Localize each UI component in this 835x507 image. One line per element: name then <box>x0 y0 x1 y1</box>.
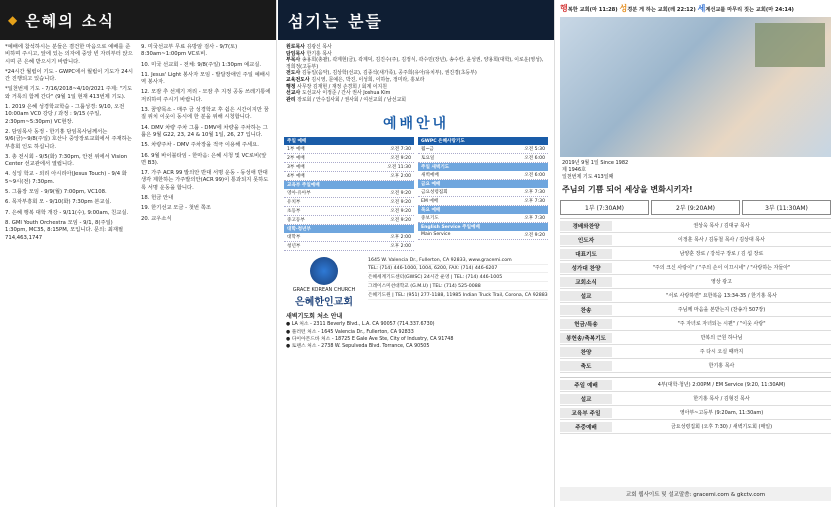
motto-b-text: 경분 게 하는 교회(레 22:12) <box>627 7 698 13</box>
worship-title: 예배안내 <box>382 116 450 133</box>
schedule-time: 오전 11:30 <box>387 165 411 171</box>
service-time: 1부 (7:30AM) <box>560 200 649 215</box>
order-value: 권상욱 목사 / 김대규 목사 <box>693 223 750 229</box>
news-item: 12. 모잠 추 선제기 저리 - 모잠 추 지정 공동 쓰레기통에 저리하여 주시기 바랍니다. <box>141 89 271 103</box>
schedule-heading: 주일 새벽기도 <box>418 163 548 171</box>
order-label: 찬송 <box>560 305 612 315</box>
address-line: 은혜기도원 | TEL: (951) 277-1188, 11985 Indian Truck Trail, Corona, CA 92883 <box>368 293 548 299</box>
staff-names: 한기홍 목사 <box>306 50 332 57</box>
footer: 교회 웹사이트 및 설교말씀: gracemi.com & gkctv.com <box>560 487 831 501</box>
schedule-name: 영아·유아부 <box>287 191 311 197</box>
order-row <box>560 275 831 289</box>
order-value: 주님께 마음을 본받는지 (찬송가 507장) <box>677 307 766 313</box>
service-time: 3부 (11:30AM) <box>742 200 831 215</box>
schedule-heading: English Service 주일예배 <box>418 223 548 231</box>
schedule-time: 오전 9:20 <box>390 156 411 162</box>
bulletin-column <box>556 0 835 507</box>
order-value: 주 다시 오실 때까지 <box>699 349 744 355</box>
order-label: 축도 <box>560 361 612 371</box>
branch-list <box>286 321 546 350</box>
since: Since 1982 <box>600 160 629 166</box>
church-logo-mark <box>310 257 338 285</box>
staff-role: 관리 <box>286 96 298 103</box>
news-item: 20. 교우소식 <box>141 215 172 222</box>
staff-role: 원로목사 <box>286 44 307 50</box>
news-banner-title: 은혜의 소식 <box>25 11 115 30</box>
motto-c-initial: 세 <box>697 4 706 13</box>
address-line: 그레이스미션대학교 (G.M.U) | TEL: (714) 525-0088 <box>368 282 548 291</box>
schedule-row <box>284 154 414 163</box>
order-value: 이정훈 목사 / 김동철 목사 / 김상대 목사 <box>678 237 765 243</box>
branch-item: ● 풀러턴 처소 - 1645 Valencia Dr., Fullerton, CA 92833 <box>286 329 414 335</box>
schedule-row <box>284 216 414 225</box>
schedule-heading: 교육부 주일예배 <box>284 181 414 189</box>
motto-a-text: 복한 교회(마 11:28) <box>567 7 620 13</box>
staff-names: 김시영, 문예은, 박진, 이성희, 이하늘, 정미라, 홍보라 <box>311 77 425 84</box>
order-value: 금요성령집회 (오후 7:30) / 새벽기도회 (매일) <box>670 424 773 430</box>
news-item: 17. 가주 ACR 99 발의안 반대 서명 운동 - 동성애 반대 생각 제한하는 가주발의안(ACR 99)이 통과되지 못하도록 서명 운동을 합니다. <box>141 170 269 191</box>
schedule-name: 유치부 <box>287 200 301 206</box>
theme: 주님의 기쁨 되어 세상을 변화시키자! <box>562 185 693 194</box>
order-row <box>560 359 831 373</box>
order-label: 설교 <box>560 291 612 301</box>
order-value: 영아부~고등부 (9:20am, 11:30am) <box>679 410 764 416</box>
news-item: 2. 담임목사 동정 - 한기홍 담임목사님께서는 9/6(금)~9/8(주일) 호산나 중앙장로교회에서 주재하는 부흥회 인도 하십니다. <box>5 128 132 150</box>
schedule-row <box>284 189 414 198</box>
news-column <box>0 0 277 507</box>
schedule-time: 오전 9:20 <box>524 233 545 239</box>
issue-meta <box>556 157 835 182</box>
address-list <box>368 257 548 308</box>
order-label: 주일 예배 <box>560 380 612 390</box>
order-value: 영상 광고 <box>711 279 732 285</box>
schedule-left <box>284 137 414 251</box>
order-label: 헌금/특송 <box>560 319 612 329</box>
schedule-row <box>284 207 414 216</box>
news-item: *예배에 참석하시는 분들은 겸건한 마음으로 예배를 준비하며 주시고, 앞에 있는 의자에 중앙 빈 자리부터 앉으시며 큰 은혜 받으시기 바랍니다. <box>5 44 133 65</box>
news-banner <box>0 0 276 40</box>
motto-c-text: 계선교를 마무리 짓는 교회(마 24:14) <box>705 7 794 13</box>
schedule-time: 오후 2:00 <box>390 235 411 241</box>
news-item: 7. 은혜 행복 대학 개강 - 9/11(수), 9:00am, 친교실. <box>5 209 129 216</box>
staff-role: 담임목사 <box>286 50 307 57</box>
schedule-heading: 금요 예배 <box>418 180 548 188</box>
schedule-name: 중고등부 <box>287 218 305 224</box>
schedule-heading: 목요 예배 <box>418 206 548 214</box>
schedule-time: 오전 5:30 <box>524 147 545 153</box>
order-row <box>560 303 831 317</box>
schedule-name: 초등부 <box>287 209 301 215</box>
schedule-right <box>418 137 548 251</box>
schedule-row <box>418 231 548 240</box>
church-info <box>278 251 554 308</box>
schedule-name: 1부 예배 <box>287 147 305 153</box>
order-row <box>560 392 831 406</box>
schedule-row <box>284 233 414 242</box>
news-item: 16. 9월 바이블타임 - 한마음: 은혜 시청 및 VC로비(앞면 B3). <box>141 152 267 166</box>
schedule-row <box>284 242 414 251</box>
news-item: 6. 목자부흥회 모 - 9/10(화) 7:30pm 본교실. <box>5 199 112 206</box>
news-item: 4. 싱잉 학교 - 외리 아시리아(Jesus Touch) - 9/4 화 5~9시(전) 7:30pm. <box>5 171 127 185</box>
issue-number: 제 1946호 <box>562 167 586 173</box>
staff-column <box>278 0 555 507</box>
news-item: 3. 총 전시회 - 9/5(화) 7:30pm, 안전 위에서 Vision Center 선교관에서 열립니다. <box>5 153 128 168</box>
issue-date: 2019년 9월 1일 <box>562 160 599 166</box>
staff-row <box>286 57 546 70</box>
staff-names: 김동일(음악), 김상학(선교), 김종석(새가족), 공주희(유아/유치부), 권진경(초등부) <box>301 70 477 77</box>
news-item: 11. Jesus' Light 봉사자 모임 - 발달장애인 주일 예배시역 봉사자. <box>141 71 270 86</box>
bell-icon: ◆ <box>8 13 20 27</box>
branch-item: ● LA 처소 - 2311 Beverly Blvd., L.A. CA 90057 (714.337.6730) <box>286 322 435 328</box>
order-value: 남양훈 장로 / 강석구 장로 / 김 섭 장로 <box>679 251 764 257</box>
schedule-name: 대학부 <box>287 235 301 241</box>
address-line: TEL: (714) 446-1000, 1004, 6200, FAX: (714) 446-6207 <box>368 265 548 273</box>
branch-item: ● 토랜스 처소 - 2738 W. Sepulveda Blvd. Torrance, CA 90505 <box>286 344 430 350</box>
logo-ko: 은혜한인교회 <box>295 297 353 309</box>
schedule-heading: GWPC 은혜사랑기도 <box>418 137 548 145</box>
motto <box>556 0 835 17</box>
schedule-time: 오전 6:00 <box>524 156 545 162</box>
address-line: 은혜세계기도센터(GWSC) 24시간 운영 | TEL: (714) 446-1005 <box>368 273 548 282</box>
schedule-name: 월~금 <box>421 147 434 153</box>
order-label: 설교 <box>560 394 612 404</box>
order-label: 주중예배 <box>560 422 612 432</box>
schedule-name: Main Service <box>421 232 451 238</box>
staff-role: 교육전도사 <box>286 77 312 84</box>
schedule-time: 오전 9:20 <box>390 191 411 197</box>
issue-prayer: 일천번제 기도 413일째 <box>562 174 614 180</box>
staff-names: 김광신 목사 <box>306 44 332 50</box>
staff-names: 송용희(총괄), 곽계현(금), 곽계덕, 김진수(주), 김정식, 곽수민(장년), 송수란, 윤성권, 양용희(대학), 이로운(영성), 정희정(고등부) <box>286 57 544 70</box>
order-label: 대표기도 <box>560 249 612 259</box>
schedule-time: 오전 9:20 <box>390 218 411 224</box>
order-label: 교육부 주일 <box>560 408 612 418</box>
news-item: 5. 그룹장 모임 - 9/9(월) 7:00pm, VC108. <box>5 189 107 196</box>
schedule-time: 오후 2:00 <box>390 174 411 180</box>
schedule-time: 오후 7:30 <box>524 199 545 205</box>
branch-item: ● 다이아몬드바 처소 - 18725 E Gale Ave Ste, City of Industry, CA 91748 <box>286 336 454 342</box>
order-value: "주 자녀로 자녀되는 시편" / "이웃 사랑" <box>677 321 766 327</box>
news-item: *24시간 월립이 기도 - GWPC에서 월립이 기도가 24시간 진행되고 있습니다. <box>5 68 133 83</box>
worship-schedule <box>278 137 554 251</box>
order-row <box>560 289 831 303</box>
order-row <box>560 331 831 345</box>
schedule-row <box>284 145 414 154</box>
address-line: 1645 W. Valencia Dr., Fullerton, CA 92833, www.gracemi.com <box>368 257 548 265</box>
schedule-time: 오후 7:30 <box>524 216 545 222</box>
order-value: 한기홍 목사 / 김형진 목사 <box>693 396 750 402</box>
news-col-b <box>141 44 271 245</box>
service-time: 2부 (9:20AM) <box>651 200 740 215</box>
news-body <box>0 40 276 249</box>
schedule-time: 오후 2:00 <box>390 244 411 250</box>
order-label: 교회소식 <box>560 277 612 287</box>
schedule-name: 중보기도 <box>421 216 439 222</box>
order-of-service <box>560 218 831 373</box>
news-item: 19. 한기선교 모금 - 첫번 쪽조 <box>141 205 211 212</box>
staff-row <box>286 90 546 97</box>
news-item: 15. 차량주차 - DMV 주차장을 적극 이용해 주세요. <box>141 142 259 149</box>
staff-role: 행정 <box>286 83 298 90</box>
order-row <box>560 233 831 247</box>
schedule-row <box>284 163 414 172</box>
schedule-time: 오전 7:30 <box>390 147 411 153</box>
order-row <box>560 317 831 331</box>
schedule-row <box>418 197 548 206</box>
schedule-name: 새벽예배 <box>421 173 439 179</box>
schedule-name: 토요일 <box>421 156 435 162</box>
staff-row <box>286 77 546 84</box>
news-item: 13. 꿈양목소 - 매주 금 성경학교 후 쉼은 시간이지만 꿈질 위치 이웃이 동시에 한 분을 위해 시청합니다. <box>141 107 269 121</box>
schedule-name: 2부 예배 <box>287 156 305 162</box>
branches-title: 새벽기도회 처소 안내 <box>286 313 343 321</box>
order-value: 한기홍 목사 <box>708 363 735 369</box>
order-row <box>560 420 831 434</box>
staff-role: 선교사 <box>286 90 302 97</box>
schedule-row <box>418 188 548 197</box>
schedule-row <box>284 172 414 181</box>
news-item: *일천번제 기도 - 7/16/2018~4/10/2021 주제: "기도와 거룩의 함께 간다" (9월 1일 현재 413번제 기도). <box>5 86 133 100</box>
staff-banner <box>278 0 554 40</box>
staff-role: 부목사 <box>286 57 302 64</box>
branches <box>278 308 554 354</box>
schedule-time: 오전 6:00 <box>524 173 545 179</box>
order-label: 성가대 찬양 <box>560 263 612 273</box>
schedule-name: 3부 예배 <box>287 165 305 171</box>
schedule-time: 오전 9:20 <box>390 209 411 215</box>
order-label: 봉헌송/축복기도 <box>560 333 612 343</box>
church-logo <box>284 257 364 308</box>
order-row <box>560 378 831 392</box>
schedule-heading: 주일 예배 <box>284 137 414 145</box>
collage-photo <box>755 23 825 67</box>
staff-row <box>286 44 546 51</box>
order-value: 만복의 근원 하나님 <box>700 335 743 341</box>
schedule-row <box>418 154 548 163</box>
logo-en: GRACE KOREAN CHURCH <box>292 287 356 294</box>
schedule-row <box>418 145 548 154</box>
order-row <box>560 247 831 261</box>
news-item: 1. 2019 은혜 성경학교학습 - 그룹성경: 9/10, 오전 10:00am VC0 강당 / 과정 : 9/15 (주일, 2:30pm~5:30pm) VC현장. <box>5 104 125 125</box>
motto-b-initial: 성 <box>619 4 628 13</box>
order-value: "주의 크신 사랑이" / "주의 손이 이끄시네" / "사랑하는 자들아" <box>652 265 791 271</box>
order-row <box>560 406 831 420</box>
schedule-time: 오전 9:20 <box>390 200 411 206</box>
schedule-heading: 대학·청년부 <box>284 225 414 233</box>
news-item: 14. DMV 차량 주차 그룹 - DMV에 차량을 주차하는 그룹은 9월 G22, 23, 24 & 10월 1일, 26, 27 입니다. <box>141 124 268 138</box>
order-value: "서로 사랑하면" 요한복음 13:34-35 / 한기홍 목사 <box>666 293 777 299</box>
staff-names: 사무장 김재현 / 재정 손경희 / 회계 이지원 <box>297 83 387 90</box>
order-row <box>560 219 831 233</box>
service-times <box>560 200 831 215</box>
schedule-row <box>418 214 548 223</box>
schedule-name: 청년부 <box>287 244 301 250</box>
order-label: 찬양 <box>560 347 612 357</box>
order-row <box>560 261 831 275</box>
staff-names: 도선교사 이정준 / 간사 권사 Joshua Kim <box>301 90 391 97</box>
order-label: 경배와찬양 <box>560 221 612 231</box>
staff-banner-title: 섬기는 분들 <box>288 11 383 31</box>
news-item: 8. GMI Youth Orchestra 모임 - 9/1, 8(주일) 1:30pm, MC35, 8:15PM, 모입니다. 문의: 최재필 714,463,1747 <box>5 219 124 241</box>
news-item: 18. 헌금 안내 <box>141 195 174 202</box>
news-item: 10. 미국 선교회 - 전체: 9/8(주일) 1:30pm 예교실. <box>141 61 262 68</box>
schedule-time: 오후 7:30 <box>524 190 545 196</box>
world-map-collage <box>560 17 831 157</box>
staff-row <box>286 97 546 104</box>
staff-list <box>278 40 554 107</box>
schedule-row <box>284 198 414 207</box>
staff-names: 장로회 / 안수집사회 / 권사회 / 여선교회 / 남선교회 <box>297 96 406 103</box>
news-item: 9. 미국선교부 무료 유방암 검사 - 9/7(토) 8:30am~1:00pm VC로비. <box>141 44 238 58</box>
motto-a-initial: 행 <box>560 4 568 13</box>
staff-role: 전도사 <box>286 70 302 77</box>
schedule-name: 4부 예배 <box>287 174 305 180</box>
order-value: 4부(대학·청년) 2:00PM / EM Service (9:20, 11:30AM) <box>657 382 786 388</box>
schedule-name: 금요성령집회 <box>421 190 448 196</box>
order-label: 인도자 <box>560 235 612 245</box>
other-services <box>560 377 831 434</box>
schedule-name: EM 예배 <box>421 199 439 205</box>
schedule-row <box>418 171 548 180</box>
order-row <box>560 345 831 359</box>
news-col-a <box>5 44 135 245</box>
